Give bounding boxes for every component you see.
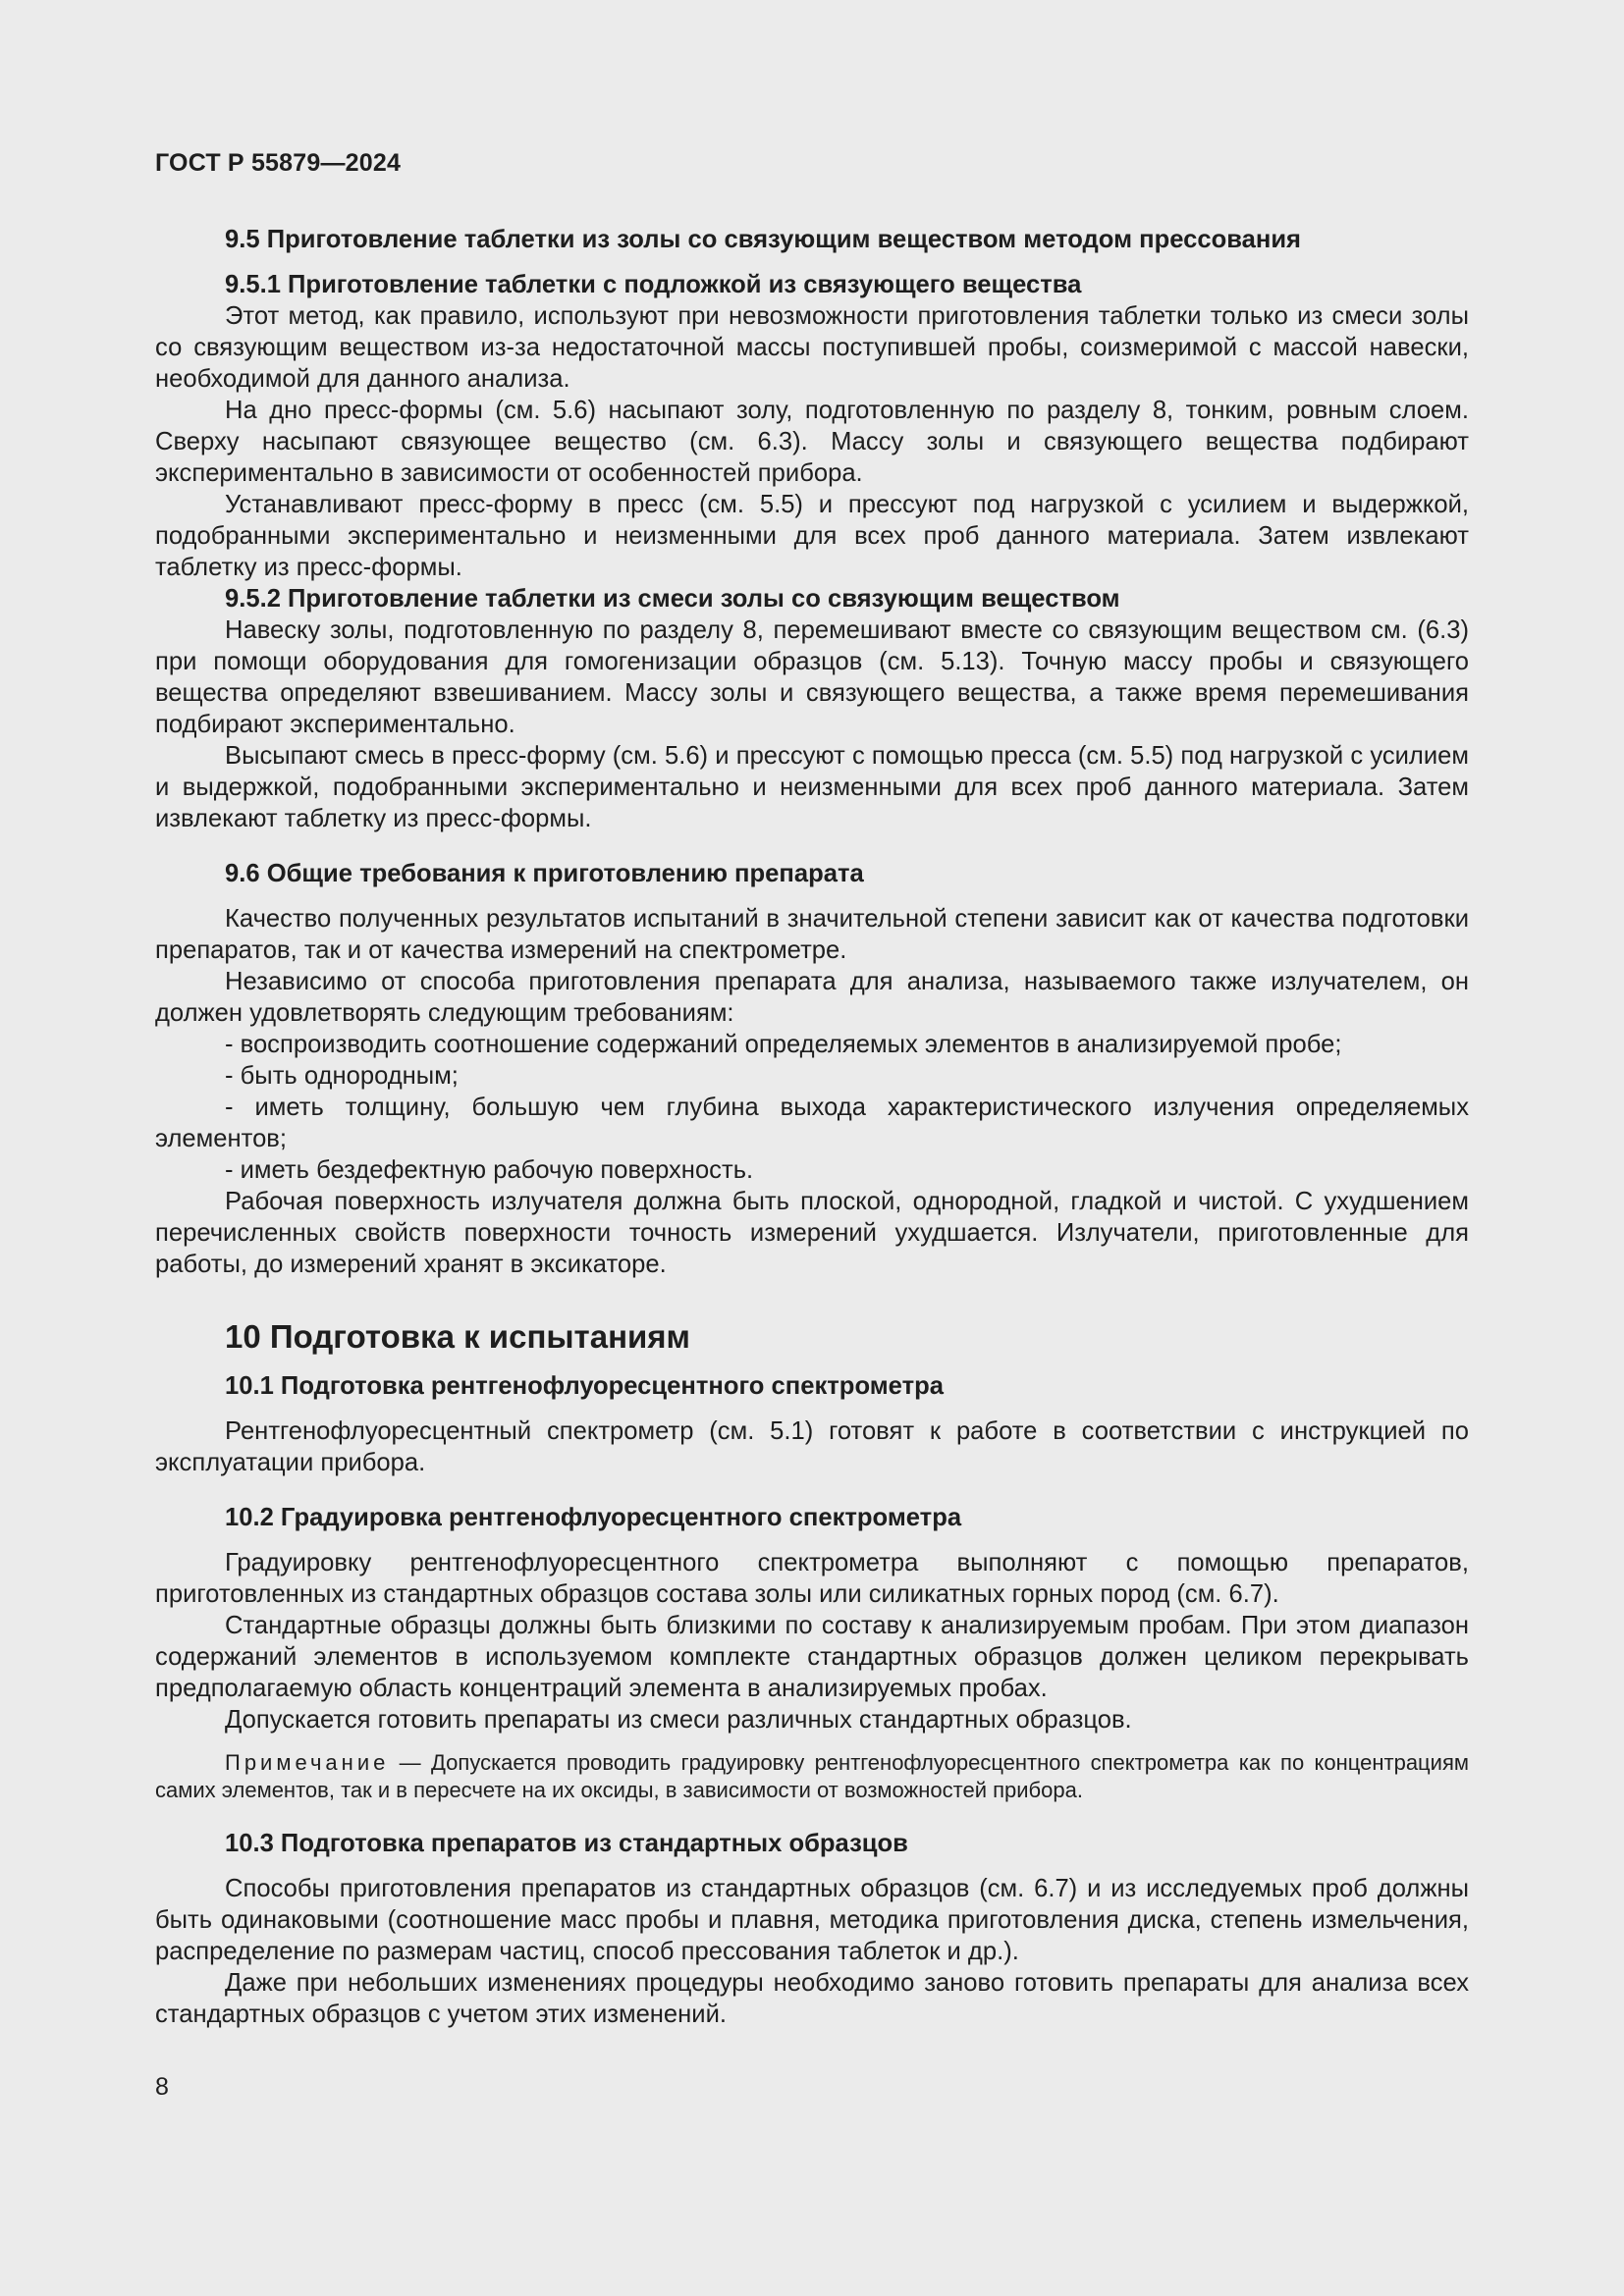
list-item: - иметь бездефектную рабочую поверхность. xyxy=(225,1156,754,1184)
paragraph: Градуировку рентгенофлуоресцентного спектрометра выполняют с помощью препаратов, приготовленных из стандартных образцов состава золы или силикатных горных пород (см. 6.7). xyxy=(155,1549,1469,1608)
section-10-1-title: 10.1 Подготовка рентгенофлуоресцентного спектрометра xyxy=(225,1372,944,1400)
paragraph: Независимо от способа приготовления препарата для анализа, называемого также излучателем, он должен удовлетворять следующим требованиям: xyxy=(155,968,1469,1027)
section-9-5-2-title: 9.5.2 Приготовление таблетки из смеси золы со связующим веществом xyxy=(225,585,1120,613)
note-text: — Допускается проводить градуировку рентгенофлуоресцентного спектрометра как по концентрациям самих элементов, так и в пересчете на их оксиды, в зависимости от возможностей прибора. xyxy=(155,1750,1469,1802)
paragraph: Способы приготовления препаратов из стандартных образцов (см. 6.7) и из исследуемых проб должны быть одинаковыми (соотношение масс пробы и плавня, методика приготовления диска, степень измельчения, распределение по размерам частиц, способ прессования таблеток и др.). xyxy=(155,1875,1469,1965)
section-10-2-title: 10.2 Градуировка рентгенофлуоресцентного спектрометра xyxy=(225,1504,962,1531)
paragraph: Навеску золы, подготовленную по разделу 8, перемешивают вместе со связующим веществом см. (6.3) при помощи оборудования для гомогенизации образцов (см. 5.13). Точную массу пробы и связующего вещества определяют взвешиванием. Массу золы и связующего вещества, а также время перемешивания подбирают экспериментально. xyxy=(155,616,1469,738)
section-10-3-title: 10.3 Подготовка препаратов из стандартных образцов xyxy=(225,1830,908,1857)
section-9-5-1-title: 9.5.1 Приготовление таблетки с подложкой из связующего вещества xyxy=(225,271,1082,298)
document-code: ГОСТ Р 55879—2024 xyxy=(155,149,402,177)
note-label: Примечание xyxy=(225,1750,390,1775)
list-item: - быть однородным; xyxy=(225,1062,459,1090)
section-9-5-title: 9.5 Приготовление таблетки из золы со связующим веществом методом прессования xyxy=(225,226,1301,253)
paragraph: Устанавливают пресс-форму в пресс (см. 5.5) и прессуют под нагрузкой с усилием и выдержкой, подобранными экспериментально и неизменными для всех проб данного материала. Затем извлекают таблетку из пресс-формы. xyxy=(155,491,1469,581)
document-body xyxy=(155,224,1469,2030)
list-item: - иметь толщину, большую чем глубина выхода характеристического излучения определяемых элементов; xyxy=(155,1094,1469,1152)
paragraph: Качество полученных результатов испытаний в значительной степени зависит как от качества подготовки препаратов, так и от качества измерений на спектрометре. xyxy=(155,905,1469,964)
paragraph: Даже при небольших изменениях процедуры необходимо заново готовить препараты для анализа всех стандартных образцов с учетом этих изменений. xyxy=(155,1969,1469,2028)
page-number: 8 xyxy=(155,2073,169,2101)
paragraph: На дно пресс-формы (см. 5.6) насыпают золу, подготовленную по разделу 8, тонким, ровным слоем. Сверху насыпают связующее вещество (см. 6.3). Массу золы и связующего вещества подбирают экспериментально в зависимости от особенностей прибора. xyxy=(155,397,1469,487)
paragraph: Этот метод, как правило, используют при невозможности приготовления таблетки только из смеси золы со связующим веществом из-за недостаточной массы поступившей пробы, соизмеримой с массой навески, необходимой для данного анализа. xyxy=(155,302,1469,393)
list-item: - воспроизводить соотношение содержаний определяемых элементов в анализируемой пробе; xyxy=(225,1031,1342,1058)
paragraph: Рентгенофлуоресцентный спектрометр (см. 5.1) готовят к работе в соответствии с инструкцией по эксплуатации прибора. xyxy=(155,1417,1469,1476)
section-9-6-title: 9.6 Общие требования к приготовлению препарата xyxy=(225,860,864,887)
paragraph: Высыпают смесь в пресс-форму (см. 5.6) и прессуют с помощью пресса (см. 5.5) под нагрузкой с усилием и выдержкой, подобранными экспериментально и неизменными для всех проб данного материала. Затем извлекают таблетку из пресс-формы. xyxy=(155,742,1469,832)
paragraph: Стандартные образцы должны быть близкими по составу к анализируемым пробам. При этом диапазон содержаний элементов в используемом комплекте стандартных образцов должен целиком перекрывать предполагаемую область концентраций элемента в анализируемых пробах. xyxy=(155,1612,1469,1702)
section-10-title: 10 Подготовка к испытаниям xyxy=(225,1318,690,1355)
paragraph: Рабочая поверхность излучателя должна быть плоской, однородной, гладкой и чистой. С ухудшением перечисленных свойств поверхности точность измерений ухудшается. Излучатели, приготовленные для работы, до измерений хранят в эксикаторе. xyxy=(155,1188,1469,1278)
note xyxy=(155,1749,1469,1804)
paragraph: Допускается готовить препараты из смеси различных стандартных образцов. xyxy=(225,1706,1132,1734)
